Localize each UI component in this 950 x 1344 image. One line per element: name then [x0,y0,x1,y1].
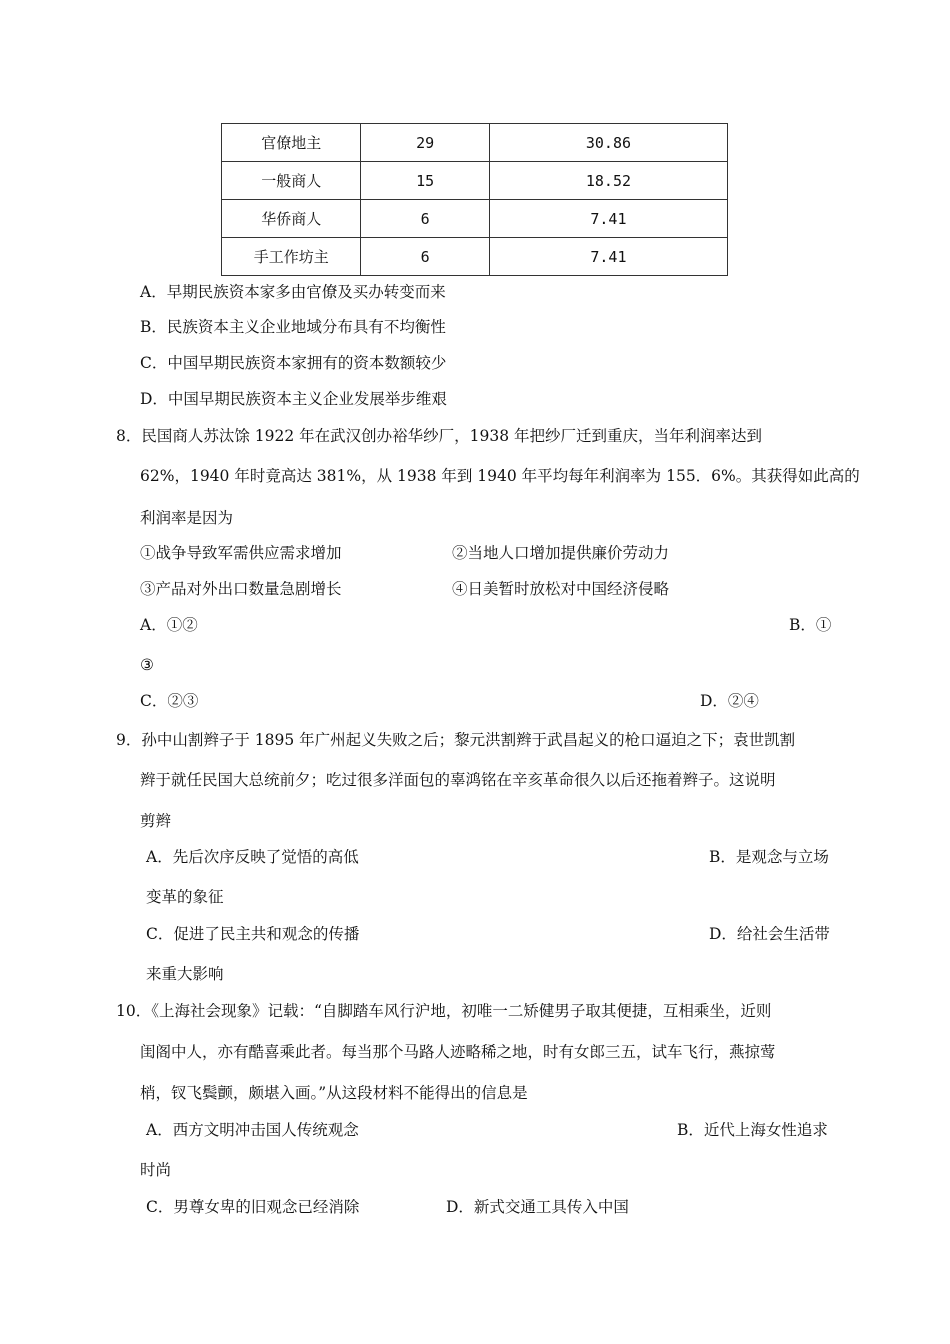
q8-option-a: A．①② [140,616,198,634]
percent-cell: 7.41 [489,200,727,238]
q10-stem-line-2: 闺阁中人，亦有酷喜乘此者。每当那个马路人迹略稀之地，时有女郎三五，试车飞行，燕掠莺 [140,1043,776,1061]
q7-option-a: A．早期民族资本家多由官僚及买办转变而来 [140,283,446,301]
q9-option-a: A．先后次序反映了觉悟的高低 [146,848,359,866]
q10-stem-line-1: 10．《上海社会现象》记载：“自脚踏车风行沪地，初唯一二矫健男子取其便捷，互相乘坐，近则 [116,1002,772,1020]
capital-source-table [221,123,728,276]
table-row [222,238,728,276]
percent-cell: 7.41 [489,238,727,276]
percent-cell: 30.86 [489,124,727,162]
q10-option-b-wrap: 时尚 [140,1161,172,1179]
q9-option-d-wrap: 来重大影响 [146,965,224,983]
q8-stem-line-1: 8．民国商人苏汰馀 1922 年在武汉创办裕华纱厂，1938 年把纱厂迁到重庆，当年利润率达到 [116,427,763,445]
q10-option-b: B．近代上海女性追求 [677,1121,828,1139]
q7-option-d: D．中国早期民族资本主义企业发展举步维艰 [140,390,447,408]
q8-item-3: ③产品对外出口数量急剧增长 [140,580,342,598]
q10-stem-line-3: 梢，钗飞鬓颤，颇堪入画。”从这段材料不能得出的信息是 [140,1084,528,1102]
q9-stem-line-3: 剪辫 [140,812,172,830]
category-cell: 手工作坊主 [222,238,361,276]
count-cell: 6 [361,200,489,238]
count-cell: 6 [361,238,489,276]
q10-option-d: D．新式交通工具传入中国 [446,1198,629,1216]
table-body [222,124,728,276]
q10-option-c: C．男尊女卑的旧观念已经消除 [146,1198,360,1216]
q8-option-d: D．②④ [700,692,759,710]
q9-stem-line-1: 9．孙中山割辫子于 1895 年广州起义失败之后；黎元洪割辫于武昌起义的枪口逼迫之下；袁世凯割 [116,731,796,749]
table-row [222,200,728,238]
q7-option-b: B．民族资本主义企业地域分布具有不均衡性 [140,318,446,336]
table-row [222,124,728,162]
q8-option-b-wrap: ③ [140,656,154,674]
q8-item-1: ①战争导致军需供应需求增加 [140,544,342,562]
q8-stem-line-3: 利润率是因为 [140,509,234,527]
count-cell: 29 [361,124,489,162]
q8-option-c: C．②③ [140,692,199,710]
q7-option-c: C．中国早期民族资本家拥有的资本数额较少 [140,354,447,372]
category-cell: 官僚地主 [222,124,361,162]
q9-stem-line-2: 辫于就任民国大总统前夕；吃过很多洋面包的辜鸿铭在辛亥革命很久以后还拖着辫子。这说明 [140,771,776,789]
q9-option-d: D．给社会生活带 [709,925,830,943]
table-row [222,162,728,200]
count-cell: 15 [361,162,489,200]
q10-option-a: A．西方文明冲击国人传统观念 [146,1121,359,1139]
q9-option-b-wrap: 变革的象征 [146,888,224,906]
percent-cell: 18.52 [489,162,727,200]
q8-stem-line-2: 62%，1940 年时竟高达 381%，从 1938 年到 1940 年平均每年利润率为 155．6%。其获得如此高的 [140,467,860,485]
q8-option-b: B．① [789,616,832,634]
q9-option-c: C．促进了民主共和观念的传播 [146,925,360,943]
q8-item-4: ④日美暂时放松对中国经济侵略 [452,580,670,598]
q9-option-b: B．是观念与立场 [709,848,829,866]
q8-item-2: ②当地人口增加提供廉价劳动力 [452,544,670,562]
category-cell: 华侨商人 [222,200,361,238]
category-cell: 一般商人 [222,162,361,200]
